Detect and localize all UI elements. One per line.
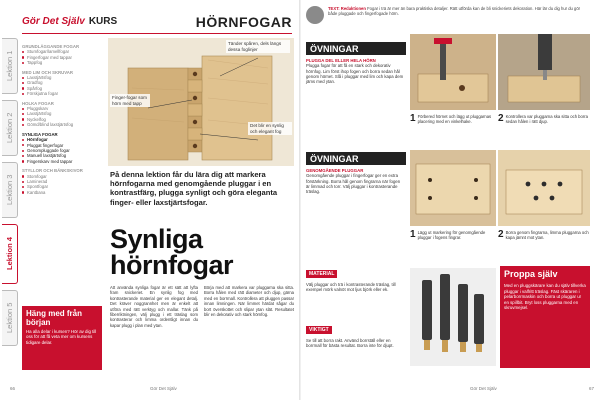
callout-bottom-right: Det blir en synlig och elegant fog — [248, 122, 292, 135]
step-number: 2 — [498, 229, 504, 240]
material-text: Välj pluggar och trä i kontrasterande träslag, till exempel mörk valnöt mot ljus björk eller ek. — [306, 282, 396, 293]
exercise-body-1 — [306, 58, 404, 84]
lesson-intro: På denna lektion får du lära dig att markera hörnfogarna med genomgående pluggar i en kontrastfärg, plugga synligt och göra eleganta finger- eller laxstjärtsfogar. — [110, 170, 278, 207]
toc-item: Fingerskarv med tappar — [22, 159, 102, 164]
warning-text: Se till att borra rakt. Använd borrställ eller en borrmall för bästa resultat. Borra inte för djupt. — [306, 338, 394, 349]
warning-label: VIKTIGT — [306, 326, 332, 334]
step-photo-1 — [410, 34, 496, 110]
material-box — [306, 262, 402, 293]
marking-illustration — [410, 150, 496, 226]
step-photo-4 — [498, 150, 590, 226]
tab-lesson-5[interactable]: Lektion 5 — [2, 290, 18, 346]
toc-item: Genompluggade fogar — [22, 148, 102, 153]
lesson-tabs — [0, 38, 20, 358]
exercise-header-2: ÖVNINGAR — [306, 152, 406, 165]
toc-item: Manuell laxstjärtsfog — [22, 153, 102, 158]
left-page-number: 66 — [10, 386, 16, 391]
exercise-text-1: Plugga fogar för att få en stark och dekorativ hörnfog. Lim först ihop fogen och borra sedan hål genom hörnet. Slå i pluggar med lim och kapa dem jäms med ytan. — [306, 63, 404, 85]
body-column-1 — [110, 285, 198, 328]
diy-body: Med en pluggskärare kan du själv tillverka pluggar i valfritt träslag. Fäst skäraren i pelarborrmaskin och borra ut pluggar ur en spillbit. Bryt loss pluggarna med en skruvmejsel. — [504, 283, 586, 310]
toc-item: Stomfogar — [22, 174, 102, 179]
exercise-header-1: ÖVNINGAR — [306, 42, 406, 55]
step-number: 2 — [498, 113, 504, 124]
exercise-body-2 — [306, 168, 404, 194]
step-1a — [410, 114, 496, 125]
toc-heading: HOLKA FOGAR — [22, 100, 54, 106]
toc-item: Förskjutna fogar — [22, 91, 102, 96]
toc-item: Tappfog — [22, 60, 102, 65]
tab-lesson-3[interactable]: Lektion 3 — [2, 162, 18, 218]
body-text-2: Börja med att markera var pluggarna ska sitta. Borra hålen med rätt diameter och djup, gärna med en borrmall. Kontrollera att pluggen passar innan limningen. När limmet härdat sågar du bort överskottet och slipar ytan slät. Resultatet blir en dekorativ och stark hörnfog. — [204, 285, 294, 318]
lesson-toc — [22, 40, 102, 195]
author-label: TEXT: Redaktionen — [328, 6, 366, 11]
exercise-text-2: Genomgående pluggar i fingerfogar ger en extra förstärkning. Borra hål genom fingrarna när fogen är limmad och torr. Välj pluggar i kontrasterande träslag. — [306, 173, 401, 195]
exercise-lead-1: PLUGGA DEL ELLER HELA HÖRN — [306, 58, 376, 63]
series-label: KURS — [88, 16, 118, 27]
step-text: Borra genom fingrarna, limma pluggarna och kapa jämnt mot ytan. — [505, 230, 589, 241]
hero-photo — [108, 38, 294, 166]
author-avatar — [306, 6, 324, 24]
promo-body: Ha alla delar i kursen? Hör av dig till oss för att få veta mer om kursens tidigare delar. — [26, 329, 97, 345]
toc-item-active: Hörnfogar — [22, 137, 102, 142]
toc-item: Kantbana — [22, 190, 102, 195]
toc-item: Laxstjärtsfog — [22, 111, 102, 116]
exercise-lead-2: GENOMGÅENDE PLUGGAR — [306, 168, 364, 173]
step-photo-2 — [498, 34, 590, 110]
step-text: Kontrollera var pluggarna ska sitta och borra sedan hålen i rätt djup. — [505, 114, 588, 125]
clamping-illustration — [410, 34, 496, 110]
toc-item: Nyckelfog — [22, 117, 102, 122]
author-text: Fogar i trä är mer än bara praktiska detaljer. Rätt utförda kan de bli snickeriets dekoration. Här lär du dig hur du gör både pluggade och fingerfogade hörn. — [328, 6, 581, 16]
tab-lesson-1[interactable]: Lektion 1 — [2, 38, 18, 94]
warning-box — [306, 318, 402, 349]
body-column-2 — [204, 285, 294, 317]
headline-line-2: hörnfogar — [110, 250, 233, 280]
plug-cutter-illustration — [410, 268, 496, 366]
left-header — [22, 10, 292, 34]
plug-illustration — [498, 150, 590, 226]
headline — [110, 226, 294, 278]
step-2b — [498, 230, 590, 241]
promo-title: Häng med från början — [26, 309, 83, 327]
toc-heading: GRUNDLÄGGANDE FOGAR — [22, 44, 80, 49]
callout-top-right: Tänder spåren, dels längs dessa foglinjer — [226, 40, 290, 53]
right-page-number: 67 — [588, 386, 594, 391]
toc-item: Pluggat fingerfogar — [22, 143, 102, 148]
toc-item: Fingerfogar med tappar — [22, 55, 102, 60]
magazine-name: Gör Det Själv — [22, 16, 85, 27]
section-title: HÖRNFOGAR — [195, 13, 292, 30]
callout-left-mid: Finger-fogar som hörn med tapp — [110, 94, 150, 107]
gutter — [299, 0, 301, 400]
toc-item: Spårfog — [22, 86, 102, 91]
toc-item: Gömd/blind laxstjärtsfog — [22, 122, 102, 127]
step-number: 1 — [410, 113, 416, 124]
step-text: Förbered hörnet och lägg ut pluggarnas placering med en vinkelhake. — [417, 114, 492, 125]
diy-box — [500, 266, 590, 368]
toc-item: Laminerad — [22, 179, 102, 184]
headline-line-1: Synliga — [110, 224, 203, 254]
tab-lesson-4[interactable]: Lektion 4 — [2, 224, 18, 284]
body-text-1: Att använda synliga fogar är ett sätt att lyfta fram snickeriet. En synlig fog med kontrasterande material ger en elegant detalj. Det kräver noggrannhet men är enkelt att utföra med rätt verktyg och mallar. Tänk på fiberriktningen, välj plugg i ett träslag som kontrasterar och limma ordentligt innan du kapar plugg i plan med ytan. — [110, 285, 198, 328]
diy-title: Proppa själv — [504, 269, 558, 279]
step-photo-3 — [410, 150, 496, 226]
toc-heading-active: SYNLIGA FOGAR — [22, 131, 58, 137]
toc-item: Gradfog — [22, 80, 102, 85]
toc-item: Laxstjärtsfog — [22, 75, 102, 80]
toc-item: Stumfogar/lamellfogar — [22, 49, 102, 54]
material-label: MATERIAL — [306, 270, 337, 278]
step-number: 1 — [410, 229, 416, 240]
toc-heading: MED LIM OCH SKRUVAR — [22, 69, 74, 75]
right-footer-text: Gör Det Själv — [470, 386, 497, 391]
step-2a — [498, 114, 590, 125]
toc-item: Pluggskarv — [22, 106, 102, 111]
toc-heading: STYLLOR OCH BÄNKSKIVOR — [22, 168, 83, 174]
left-footer-text: Gör Det Själv — [150, 386, 177, 391]
drilling-illustration — [498, 34, 590, 110]
step-1b — [410, 230, 496, 241]
toc-item: Spontfogar — [22, 184, 102, 189]
plug-cutter-photo — [410, 268, 496, 366]
author-strip — [328, 6, 590, 16]
promo-box — [22, 306, 102, 370]
step-text: Lägg ut markering för genomgående pluggar i fogens fingrar. — [417, 230, 486, 241]
tab-lesson-2[interactable]: Lektion 2 — [2, 100, 18, 156]
